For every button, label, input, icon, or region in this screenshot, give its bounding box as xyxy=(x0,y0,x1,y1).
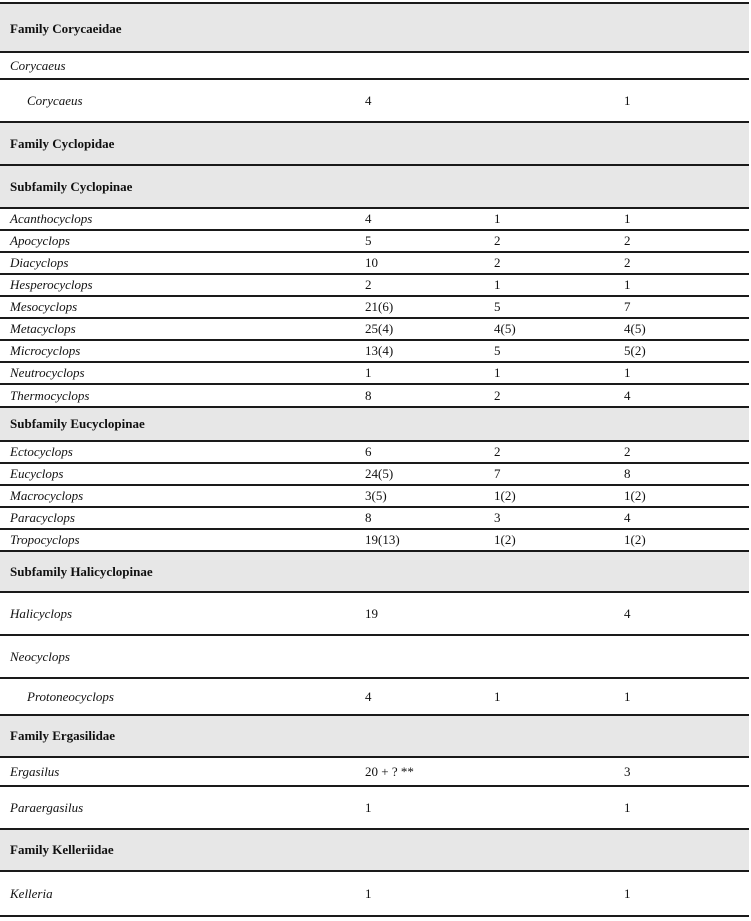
genus-name: Acanthocyclops xyxy=(10,211,93,226)
table-row xyxy=(0,872,749,917)
value-col-2: 1(2) xyxy=(494,488,516,503)
value-col-2: 4(5) xyxy=(494,321,516,336)
table-row xyxy=(0,385,749,408)
table-row xyxy=(0,508,749,530)
value-col-2: 5 xyxy=(494,343,501,358)
value-col-3: 3 xyxy=(624,764,631,779)
value-col-3: 5(2) xyxy=(624,343,646,358)
value-col-2: 1(2) xyxy=(494,532,516,547)
table-row xyxy=(0,787,749,830)
value-col-3: 1(2) xyxy=(624,488,646,503)
table-row xyxy=(0,275,749,297)
value-col-3: 4(5) xyxy=(624,321,646,336)
subfamily-header-row xyxy=(0,166,749,209)
genus-name: Thermocyclops xyxy=(10,388,90,403)
genus-name: Metacyclops xyxy=(10,321,76,336)
value-col-1: 19 xyxy=(365,606,378,621)
table-row xyxy=(0,486,749,508)
value-col-3: 1 xyxy=(624,689,631,704)
table-row xyxy=(0,209,749,231)
value-col-1: 1 xyxy=(365,800,372,815)
value-col-1: 4 xyxy=(365,211,372,226)
value-col-3: 1(2) xyxy=(624,532,646,547)
value-col-3: 4 xyxy=(624,388,631,403)
subfamily-name: Subfamily Halicyclopinae xyxy=(10,564,153,579)
value-col-2: 1 xyxy=(494,211,501,226)
genus-name: Neocyclops xyxy=(10,649,70,664)
value-col-3: 1 xyxy=(624,211,631,226)
table-row xyxy=(0,253,749,275)
value-col-1: 4 xyxy=(365,689,372,704)
table-row xyxy=(0,758,749,787)
table-row xyxy=(0,53,749,80)
value-col-2: 2 xyxy=(494,444,501,459)
value-col-3: 2 xyxy=(624,444,631,459)
value-col-1: 1 xyxy=(365,886,372,901)
genus-name: Kelleria xyxy=(10,886,53,901)
value-col-2: 3 xyxy=(494,510,501,525)
table-row xyxy=(0,593,749,636)
table-row xyxy=(0,80,749,123)
value-col-3: 1 xyxy=(624,365,631,380)
genus-name: Ectocyclops xyxy=(10,444,73,459)
subfamily-header-row xyxy=(0,552,749,593)
value-col-3: 1 xyxy=(624,277,631,292)
table-row xyxy=(0,297,749,319)
value-col-2: 1 xyxy=(494,277,501,292)
value-col-2: 2 xyxy=(494,388,501,403)
genus-name: Corycaeus xyxy=(10,58,66,73)
copepod-genera-table xyxy=(0,2,749,917)
value-col-3: 2 xyxy=(624,255,631,270)
subfamily-header-row xyxy=(0,408,749,442)
family-header-row xyxy=(0,830,749,872)
family-header-row xyxy=(0,2,749,53)
family-name: Family Cyclopidae xyxy=(10,136,115,151)
value-col-3: 1 xyxy=(624,93,631,108)
genus-name: Halicyclops xyxy=(10,606,73,621)
value-col-1: 8 xyxy=(365,510,372,525)
value-col-2: 2 xyxy=(494,233,501,248)
family-name: Family Kelleriidae xyxy=(10,842,114,857)
value-col-1: 25(4) xyxy=(365,321,394,336)
table-row xyxy=(0,319,749,341)
genus-name: Ergasilus xyxy=(10,764,60,779)
value-col-1: 8 xyxy=(365,388,372,403)
value-col-3: 4 xyxy=(624,606,631,621)
value-col-1: 21(6) xyxy=(365,299,394,314)
genus-name: Eucyclops xyxy=(10,466,64,481)
genus-name: Apocyclops xyxy=(10,233,70,248)
value-col-3: 7 xyxy=(624,299,631,314)
value-col-3: 1 xyxy=(624,800,631,815)
table-row xyxy=(0,464,749,486)
value-col-1: 3(5) xyxy=(365,488,387,503)
value-col-3: 2 xyxy=(624,233,631,248)
value-col-1: 5 xyxy=(365,233,372,248)
subfamily-name: Subfamily Eucyclopinae xyxy=(10,416,145,431)
value-col-3: 4 xyxy=(624,510,631,525)
genus-name: Corycaeus xyxy=(27,93,83,108)
table-row xyxy=(0,363,749,385)
family-header-row xyxy=(0,716,749,758)
genus-name: Neutrocyclops xyxy=(10,365,85,380)
value-col-2: 5 xyxy=(494,299,501,314)
family-name: Family Corycaeidae xyxy=(10,21,122,36)
value-col-2: 1 xyxy=(494,365,501,380)
table-row xyxy=(0,636,749,679)
table-row xyxy=(0,679,749,716)
genus-name: Diacyclops xyxy=(10,255,69,270)
table-row xyxy=(0,442,749,464)
value-col-1: 4 xyxy=(365,93,372,108)
value-col-2: 7 xyxy=(494,466,501,481)
genus-name: Paraergasilus xyxy=(10,800,84,815)
genus-name: Mesocyclops xyxy=(10,299,78,314)
genus-name: Tropocyclops xyxy=(10,532,80,547)
value-col-1: 1 xyxy=(365,365,372,380)
value-col-1: 13(4) xyxy=(365,343,394,358)
subfamily-name: Subfamily Cyclopinae xyxy=(10,179,133,194)
value-col-2: 2 xyxy=(494,255,501,270)
genus-name: Macrocyclops xyxy=(10,488,84,503)
table-row xyxy=(0,530,749,552)
value-col-1: 2 xyxy=(365,277,372,292)
genus-name: Microcyclops xyxy=(10,343,81,358)
value-col-1: 20 + ? ** xyxy=(365,764,414,779)
value-col-2: 1 xyxy=(494,689,501,704)
genus-name: Protoneocyclops xyxy=(27,689,114,704)
value-col-3: 1 xyxy=(624,886,631,901)
value-col-3: 8 xyxy=(624,466,631,481)
value-col-1: 6 xyxy=(365,444,372,459)
family-header-row xyxy=(0,123,749,166)
value-col-1: 24(5) xyxy=(365,466,394,481)
table-row xyxy=(0,341,749,363)
value-col-1: 19(13) xyxy=(365,532,400,547)
value-col-1: 10 xyxy=(365,255,378,270)
table-row xyxy=(0,231,749,253)
genus-name: Hesperocyclops xyxy=(10,277,93,292)
genus-name: Paracyclops xyxy=(10,510,75,525)
family-name: Family Ergasilidae xyxy=(10,728,116,743)
